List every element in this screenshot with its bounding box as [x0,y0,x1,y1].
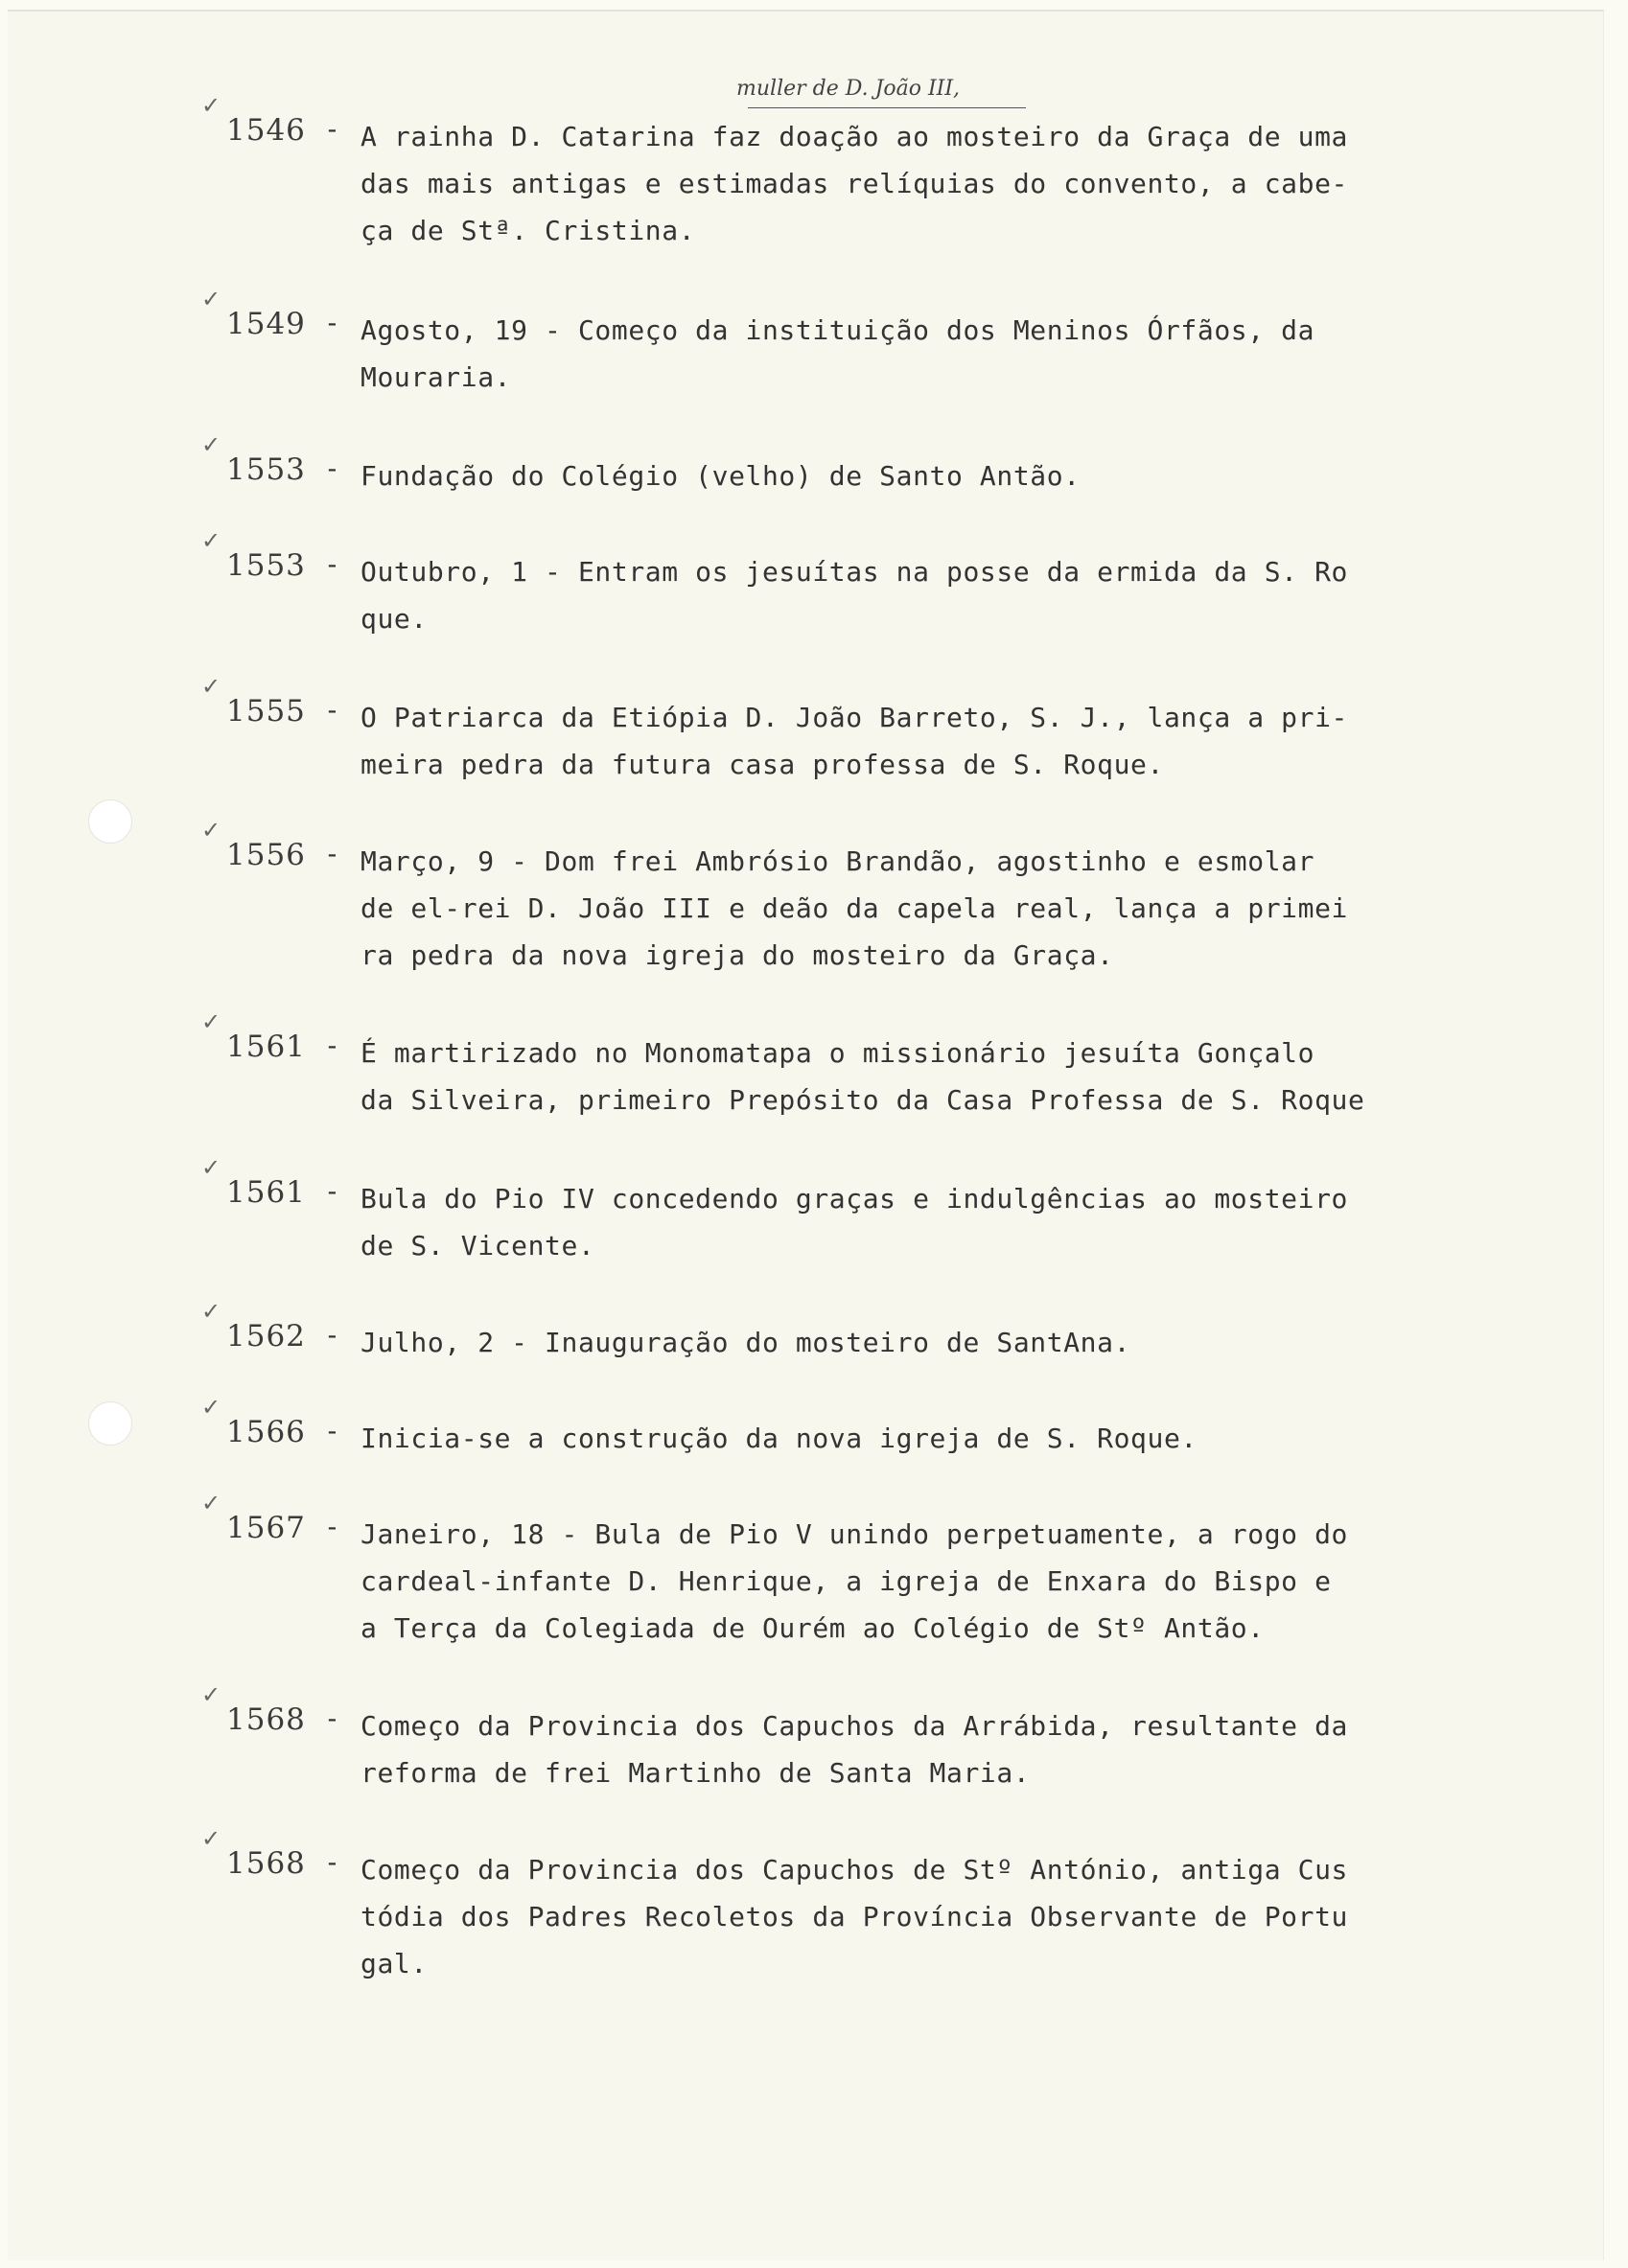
check-mark-icon: ✓ [201,1681,221,1708]
entry-line: Março, 9 - Dom frei Ambrósio Brandão, agostinho e esmolar [360,845,1315,877]
entry-year: 1546 [226,113,306,148]
entry-dash: - [324,1319,340,1351]
check-mark-icon: ✓ [201,1394,221,1421]
entry-line: tódia dos Padres Recoletos da Província Observante de Portu [360,1901,1348,1932]
entry-year: 1553 [226,452,306,487]
entry-line: Julho, 2 - Inauguração do mosteiro de SantAna. [360,1327,1131,1358]
entry-year: 1561 [226,1175,306,1210]
entry-dash: - [324,548,340,580]
entry-line: da Silveira, primeiro Prepósito da Casa Professa de S. Roque [360,1084,1365,1116]
entry-line: ra pedra da nova igreja do mosteiro da Graça. [360,939,1114,971]
entry-year: 1568 [226,1702,306,1737]
entry-text [360,452,1081,499]
entry-dash: - [324,694,340,726]
entry-text [360,113,1348,254]
entry-line: Fundação do Colégio (velho) de Santo Antão. [360,460,1081,492]
entry-dash: - [324,1415,340,1446]
check-mark-icon: ✓ [201,1008,221,1035]
check-mark-icon: ✓ [201,527,221,554]
entry-line: de S. Vicente. [360,1230,595,1261]
entry-text [360,1415,1198,1462]
check-mark-icon: ✓ [201,1298,221,1325]
entry-line: Janeiro, 18 - Bula de Pio V unindo perpetuamente, a rogo do [360,1518,1348,1550]
entry-year: 1549 [226,307,306,341]
entry-dash: - [324,1175,340,1207]
entry-line: Bula do Pio IV concedendo graças e indulgências ao mosteiro [360,1183,1348,1215]
entry-text [360,1030,1364,1123]
handwritten-annotation: muller de D. João III, [736,77,961,101]
entry-dash: - [324,1702,340,1734]
entry-line: cardeal-infante D. Henrique, a igreja de Enxara do Bispo e [360,1565,1332,1597]
entry-year: 1568 [226,1846,306,1881]
entry-line: gal. [360,1948,428,1979]
entry-dash: - [324,1511,340,1542]
entry-text [360,548,1348,642]
entry-line: meira pedra da futura casa professa de S. Roque. [360,749,1164,780]
entry-line: Inicia-se a construção da nova igreja de S. Roque. [360,1423,1198,1454]
check-mark-icon: ✓ [201,1154,221,1181]
entry-line: de el-rei D. João III e deão da capela real, lança a primei [360,892,1348,924]
entry-line: É martirizado no Monomatapa o missionário jesuíta Gonçalo [360,1037,1315,1069]
entry-text [360,307,1314,401]
entry-text [360,1702,1348,1796]
punch-hole-top [88,799,132,844]
entry-dash: - [324,452,340,484]
entry-line: Outubro, 1 - Entram os jesuítas na posse da ermida da S. Ro [360,556,1348,588]
entry-text [360,1511,1348,1652]
check-mark-icon: ✓ [201,286,221,312]
entry-dash: - [324,113,340,145]
entry-line: a Terça da Colegiada de Ourém ao Colégio de Stº Antão. [360,1612,1265,1644]
entry-line: reforma de frei Martinho de Santa Maria. [360,1757,1031,1789]
entry-line: O Patriarca da Etiópia D. João Barreto, S. J., lança a pri- [360,702,1348,733]
entry-line: ça de Stª. Cristina. [360,215,696,246]
entry-text [360,1319,1130,1366]
entry-year: 1566 [226,1415,306,1449]
entry-line: que. [360,603,428,635]
entry-text [360,1846,1348,1987]
entry-year: 1553 [226,548,306,583]
entry-dash: - [324,307,340,338]
entry-year: 1556 [226,838,306,872]
check-mark-icon: ✓ [201,431,221,458]
check-mark-icon: ✓ [201,817,221,844]
entry-line: Começo da Provincia dos Capuchos de Stº António, antiga Cus [360,1854,1348,1886]
entry-year: 1561 [226,1030,306,1064]
punch-hole-bottom [88,1401,132,1446]
entry-text [360,1175,1348,1269]
entry-year: 1555 [226,694,306,729]
entry-dash: - [324,1846,340,1878]
check-mark-icon: ✓ [201,1490,221,1516]
entry-line: A rainha D. Catarina faz doação ao mosteiro da Graça de uma [360,121,1348,152]
entry-text [360,838,1348,979]
annotation-underline [748,107,1026,108]
check-mark-icon: ✓ [201,92,221,119]
check-mark-icon: ✓ [201,1825,221,1852]
entry-year: 1567 [226,1511,306,1545]
entry-year: 1562 [226,1319,306,1354]
check-mark-icon: ✓ [201,673,221,700]
entry-dash: - [324,1030,340,1061]
entry-line: Mouraria. [360,361,512,393]
entry-line: Começo da Provincia dos Capuchos da Arrábida, resultante da [360,1710,1348,1742]
entry-text [360,694,1348,788]
entry-dash: - [324,838,340,869]
entry-line: Agosto, 19 - Começo da instituição dos Meninos Órfãos, da [360,314,1315,346]
entry-line: das mais antigas e estimadas relíquias do convento, a cabe- [360,168,1348,199]
